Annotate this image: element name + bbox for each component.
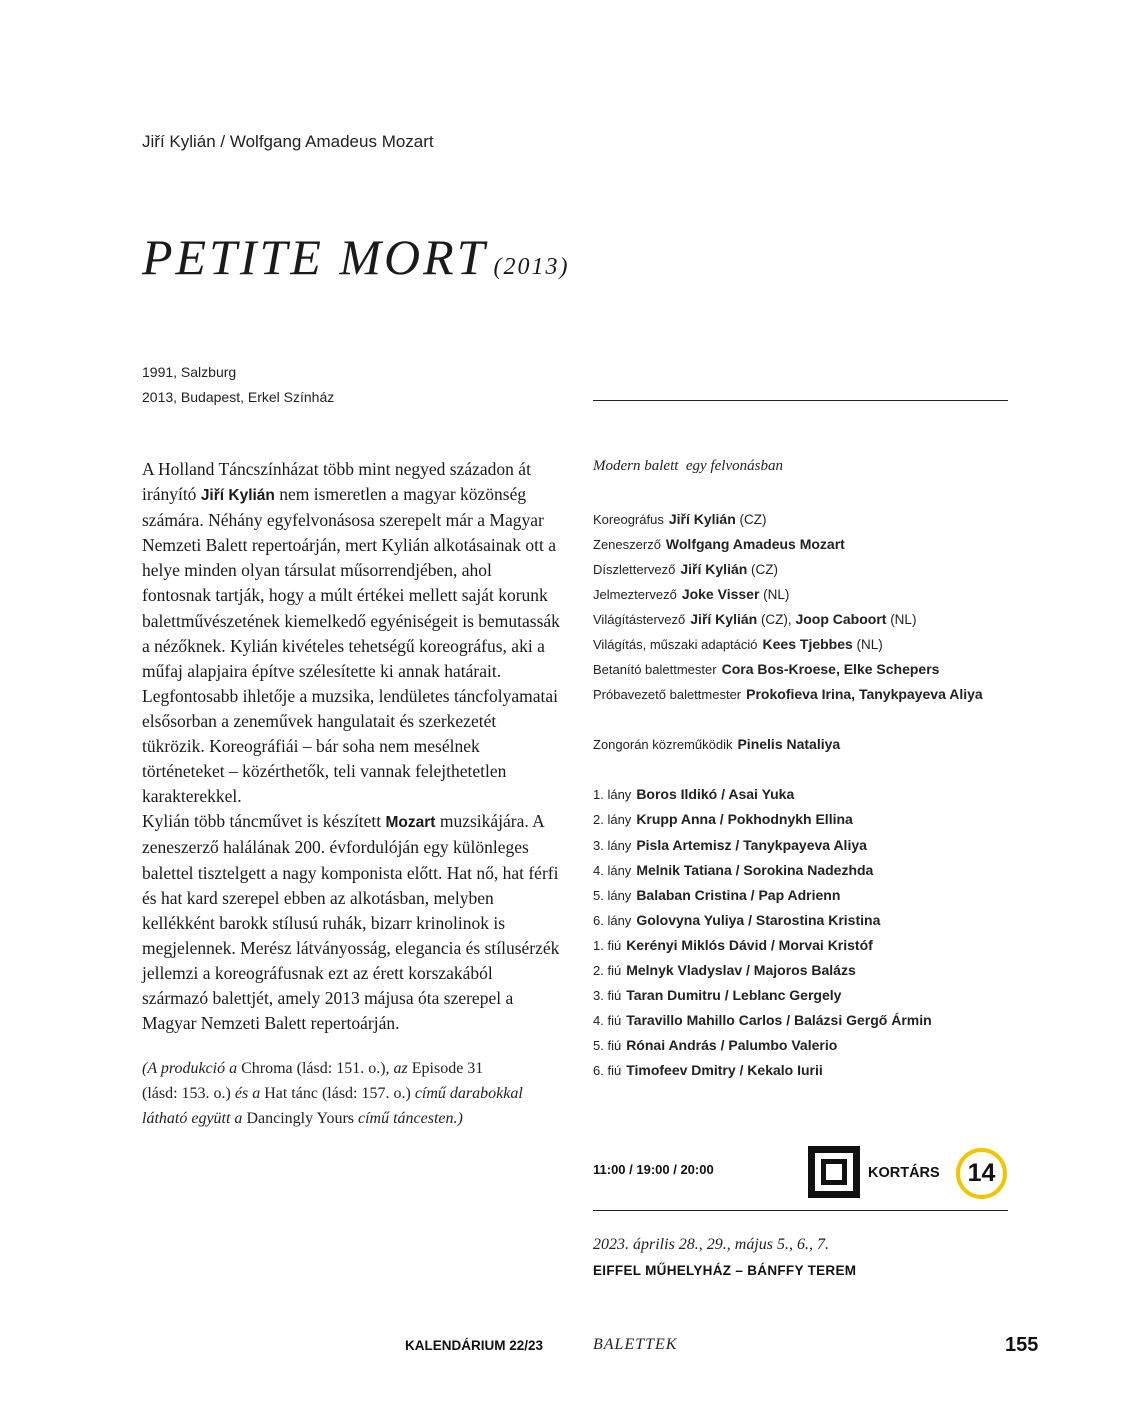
work-title: Hat tánc bbox=[264, 1085, 318, 1102]
credit-label: Világítás, műszaki adaptáció bbox=[593, 637, 758, 653]
credit-name: Pinelis Nataliya bbox=[737, 736, 841, 753]
credit-row bbox=[593, 532, 983, 557]
credit-name: Wolfgang Amadeus Mozart bbox=[665, 536, 845, 553]
credit-row bbox=[593, 582, 983, 607]
kortars-logo-icon bbox=[808, 1146, 860, 1198]
credit-name: Jiří Kylián bbox=[680, 561, 748, 578]
cast-role: 2. fiú bbox=[593, 962, 622, 978]
credit-country: (NL) bbox=[759, 587, 790, 603]
cast-row bbox=[593, 933, 983, 958]
cast-names: Krupp Anna / Pokhodnykh Ellina bbox=[636, 811, 853, 828]
page-number: 155 bbox=[1005, 1334, 1039, 1356]
cast-row bbox=[593, 908, 983, 933]
cast-role: 3. lány bbox=[593, 837, 632, 853]
cast-names: Melnik Tatiana / Sorokina Nadezhda bbox=[636, 861, 874, 878]
credit-label: Betanító balettmester bbox=[593, 662, 717, 678]
emphasis-name: Jiří Kylián bbox=[200, 487, 275, 505]
venue: EIFFEL MŰHELYHÁZ – BÁNFFY TEREM bbox=[593, 1263, 857, 1278]
page-ref: (lásd: 153. o.) bbox=[142, 1085, 231, 1102]
cast-role: 1. fiú bbox=[593, 937, 622, 953]
cast-names: Golovyna Yuliya / Starostina Kristina bbox=[636, 911, 881, 928]
emphasis-name: Mozart bbox=[385, 814, 436, 832]
cast-names: Balaban Cristina / Pap Adrienn bbox=[636, 886, 841, 903]
cast-role: 3. fiú bbox=[593, 987, 622, 1003]
description-paragraph bbox=[142, 457, 562, 809]
age-rating-badge: 14 bbox=[956, 1148, 1007, 1199]
text-run: muzsikájára. A zeneszerző halálának 200. évfordulóján egy különleges balettel tisztelgett a nagy komponista előtt. Hat nő, hat férfi és hat kard szerepel ebben az alkotásban, melyben kellékként barokk stílusú ruhák, bizarr krinolinok is megjelennek. Merész látványosság, elegancia és stílusérzék jellemzi a koreográfusnak ezt az érett korszakából származó balettjét, amely 2013 májusa óta szerepel a Magyar Nemzeti Balett repertoárján. bbox=[142, 811, 560, 1034]
credit-name: Prokofieva Irina, Tanykpayeva Aliya bbox=[746, 686, 983, 703]
credit-country: (CZ) bbox=[735, 512, 767, 527]
credit-name: Joke Visser bbox=[681, 586, 760, 603]
cast-row bbox=[593, 983, 983, 1008]
work-title: Episode 31 bbox=[411, 1060, 484, 1077]
title-text: PETITE MORT bbox=[142, 229, 488, 285]
description-paragraph bbox=[142, 809, 562, 1036]
cast-names: Timofeev Dmitry / Kekalo Iurii bbox=[626, 1061, 823, 1078]
credit-row bbox=[593, 682, 983, 707]
credit-label: Díszlettervező bbox=[593, 562, 676, 578]
credit-row bbox=[593, 657, 983, 682]
credit-label: Koreográfus bbox=[593, 512, 664, 527]
cast-role: 5. lány bbox=[593, 887, 632, 903]
cast-row bbox=[593, 833, 983, 858]
credit-country: (CZ) bbox=[747, 562, 779, 578]
text-run: című darabokkal látható együtt a bbox=[142, 1085, 523, 1127]
title-year: (2013) bbox=[493, 254, 570, 280]
text-run: és a bbox=[230, 1085, 265, 1102]
credit-name: Jiří Kylián bbox=[690, 611, 758, 628]
cast-names: Rónai András / Palumbo Valerio bbox=[626, 1036, 838, 1053]
credit-name: Cora Bos-Kroese, Elke Schepers bbox=[721, 661, 940, 678]
credit-label: Világítástervező bbox=[593, 612, 686, 628]
credit-label: Jelmeztervező bbox=[593, 587, 677, 603]
text-run: nem ismeretlen a magyar közönség számára. Néhány egyfelvonásosa szerepelt már a Magyar Nemzeti Balett repertoárján, mert Kylián alkotásainak ott a helye minden olyan társulat műsorrendjében, ahol fontosnak tartják, hogy a múlt értékei mellett saját korunk balettművészetének kiemelkedő egyéniségeit is bemutassák a nézőknek. Kylián kivételes tehetségű koreográfus, aki a műfaj alapjaira építve szélesítette ki annak határait. Legfontosabb ihletője a muzsika, lendületes táncfolyamatai elsősorban a zeneművek hangulatait és szerkezetét tükrözik. Koreográfiái – bár soha nem mesélnek történeteket – közérthetők, teli vannak felejthetetlen karakterekkel. bbox=[142, 484, 560, 807]
credit-name: Joop Caboort bbox=[795, 611, 887, 628]
premiere-item: 2013, Budapest, Erkel Színház bbox=[142, 389, 335, 405]
credit-row bbox=[593, 607, 983, 632]
credit-country: (CZ), bbox=[757, 612, 796, 628]
credit-name: Kees Tjebbes bbox=[762, 636, 853, 653]
cast-names: Taravillo Mahillo Carlos / Balázsi Gergő Ármin bbox=[626, 1011, 932, 1028]
text-run: Kylián több táncművet is készített bbox=[142, 811, 386, 832]
page-title bbox=[142, 228, 569, 286]
cast-row bbox=[593, 858, 983, 883]
text-run: című táncesten.) bbox=[354, 1110, 463, 1127]
page-ref: (lásd: 157. o.) bbox=[317, 1085, 411, 1102]
credit-row bbox=[593, 507, 983, 532]
cast-names: Taran Dumitru / Leblanc Gergely bbox=[626, 986, 842, 1003]
page-ref: (lásd: 151. o.) bbox=[292, 1060, 386, 1077]
work-title: Chroma bbox=[241, 1060, 293, 1077]
credit-label: Próbavezető balettmester bbox=[593, 687, 742, 703]
credits-list bbox=[593, 507, 983, 1083]
authors-line: Jiří Kylián / Wolfgang Amadeus Mozart bbox=[142, 132, 434, 151]
credit-row bbox=[593, 557, 983, 582]
cast-role: 2. lány bbox=[593, 812, 632, 828]
credit-country: (NL) bbox=[852, 637, 883, 653]
cast-names: Kerényi Miklós Dávid / Morvai Kristóf bbox=[626, 936, 873, 953]
cast-role: 6. lány bbox=[593, 912, 632, 928]
cast-row bbox=[593, 807, 983, 832]
genre-label: Modern balett egy felvonásban bbox=[593, 458, 783, 474]
description-text bbox=[142, 457, 562, 1036]
cast-row bbox=[593, 1008, 983, 1033]
premiere-list bbox=[142, 360, 334, 410]
cast-role: 4. lány bbox=[593, 862, 632, 878]
cast-role: 4. fiú bbox=[593, 1012, 622, 1028]
footer-section: BALETTEK bbox=[593, 1336, 678, 1353]
credit-label: Zongorán közreműködik bbox=[593, 737, 733, 753]
cast-row bbox=[593, 782, 983, 807]
production-note bbox=[142, 1056, 562, 1131]
cast-row bbox=[593, 883, 983, 908]
cast-row bbox=[593, 1033, 983, 1058]
credit-country: (NL) bbox=[886, 612, 917, 628]
credit-label: Zeneszerző bbox=[593, 537, 661, 553]
cast-role: 5. fiú bbox=[593, 1037, 622, 1053]
footer-publication: KALENDÁRIUM 22/23 bbox=[405, 1338, 544, 1353]
showtimes: 11:00 / 19:00 / 20:00 bbox=[593, 1162, 714, 1177]
work-title: Dancingly Yours bbox=[246, 1110, 354, 1127]
credit-name: Jiří Kylián bbox=[668, 511, 736, 527]
category-label: KORTÁRS bbox=[868, 1165, 940, 1181]
text-run: A Holland Táncszínházat több mint negyed századon át irányító bbox=[142, 459, 531, 505]
cast-role: 1. lány bbox=[593, 787, 632, 803]
cast-row bbox=[593, 1058, 983, 1083]
credit-row bbox=[593, 632, 983, 657]
cast-row bbox=[593, 958, 983, 983]
cast-role: 6. fiú bbox=[593, 1062, 622, 1078]
text-run: , az bbox=[385, 1060, 412, 1077]
piano-credit-row bbox=[593, 732, 983, 757]
cast-names: Boros Ildikó / Asai Yuka bbox=[636, 786, 795, 803]
section-divider bbox=[593, 400, 1008, 401]
cast-names: Pisla Artemisz / Tanykpayeva Aliya bbox=[636, 836, 867, 853]
text-run: (A produkció a bbox=[142, 1060, 242, 1077]
performance-dates: 2023. április 28., 29., május 5., 6., 7. bbox=[593, 1236, 830, 1253]
cast-names: Melnyk Vladyslav / Majoros Balázs bbox=[626, 961, 856, 978]
event-divider bbox=[593, 1210, 1008, 1211]
premiere-item: 1991, Salzburg bbox=[142, 364, 237, 380]
